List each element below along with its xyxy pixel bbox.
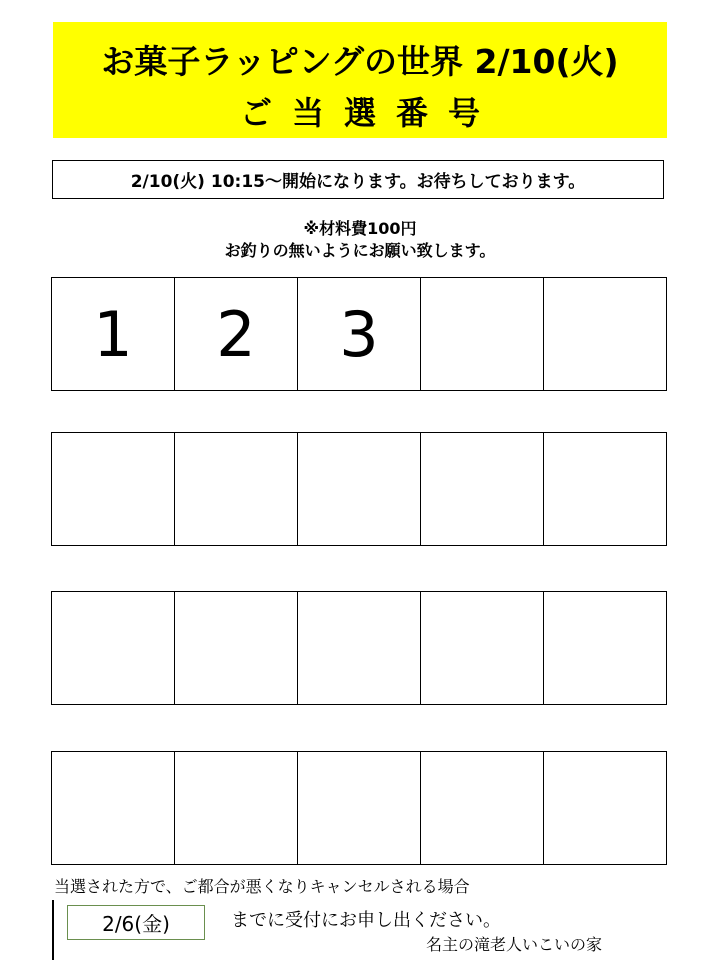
number-cell: [421, 433, 544, 545]
number-cell: [421, 278, 544, 390]
number-cell: [421, 752, 544, 864]
number-cell: [175, 433, 298, 545]
number-cell: [298, 752, 421, 864]
title-banner: [53, 22, 667, 138]
cancel-note: 当選された方で、ご都合が悪くなりキャンセルされる場合: [54, 877, 470, 896]
deadline-date-box: 2/6(金): [67, 905, 205, 940]
number-cell: [544, 592, 666, 704]
venue-name: 名主の滝老人いこいの家: [426, 935, 603, 954]
number-cell: 2: [175, 278, 298, 390]
page-heading: ご当選番号: [239, 94, 500, 132]
number-cell: [175, 752, 298, 864]
number-cell: [175, 592, 298, 704]
number-cell: [544, 278, 666, 390]
number-cell: [421, 592, 544, 704]
number-row-2: [51, 432, 667, 546]
number-cell: [52, 433, 175, 545]
deadline-text: までに受付にお申し出ください。: [231, 910, 501, 931]
fee-note: [0, 218, 720, 262]
number-cell: 1: [52, 278, 175, 390]
number-cell: 3: [298, 278, 421, 390]
number-cell: [544, 752, 666, 864]
number-row-4: [51, 751, 667, 865]
divider: [52, 900, 54, 960]
number-cell: [52, 592, 175, 704]
number-cell: [544, 433, 666, 545]
event-title: お菓子ラッピングの世界 2/10(火): [101, 42, 619, 81]
number-cell: [298, 433, 421, 545]
number-cell: [52, 752, 175, 864]
start-time-notice: 2/10(火) 10:15～開始になります。お待ちしております。: [52, 160, 664, 199]
number-row-1: [51, 277, 667, 391]
number-row-3: [51, 591, 667, 705]
fee-note-change: お釣りの無いようにお願い致します。: [224, 241, 496, 260]
number-cell: [298, 592, 421, 704]
fee-note-amount: ※材料費100円: [303, 219, 417, 238]
